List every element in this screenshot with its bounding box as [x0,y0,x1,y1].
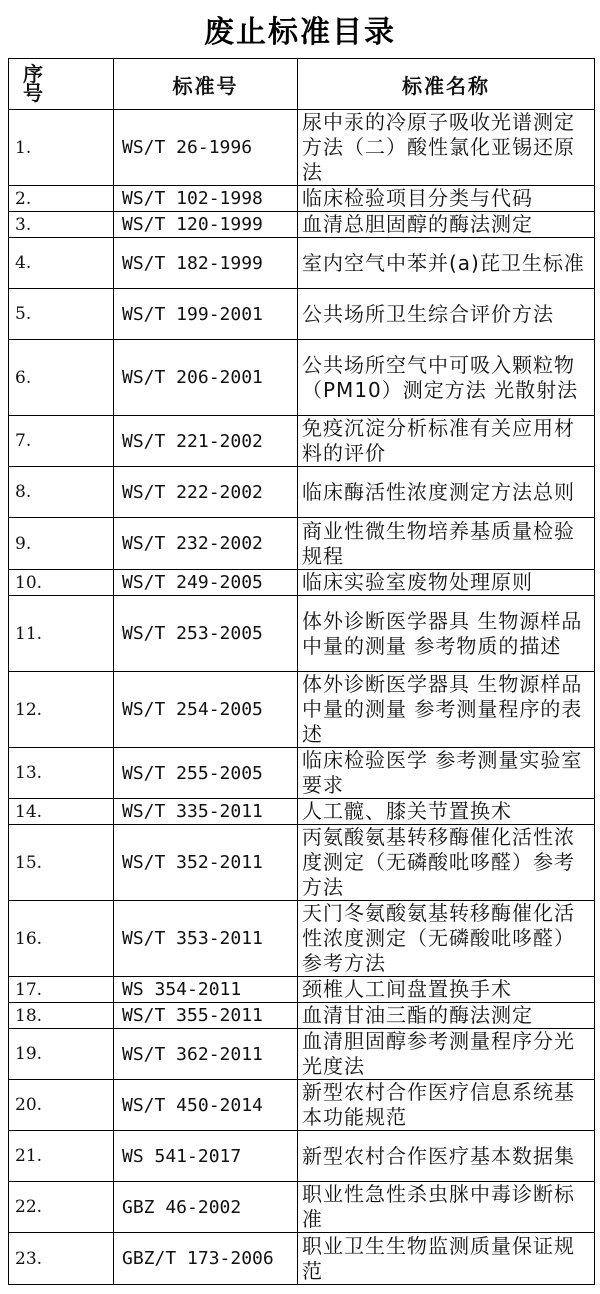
row-standard-code: WS/T 120-1999 [114,212,298,238]
row-number: 7. [9,416,114,467]
row-standard-name: 血清甘油三酯的酶法测定 [298,1003,595,1029]
table-row [9,748,595,799]
row-number: 17. [9,977,114,1003]
row-number: 1. [9,110,114,186]
row-standard-code: WS/T 254-2005 [114,672,298,748]
table-header-row [9,59,595,110]
table-row [9,825,595,901]
row-number: 14. [9,799,114,825]
row-standard-name: 新型农村合作医疗基本数据集 [298,1131,595,1182]
row-standard-code: WS 354-2011 [114,977,298,1003]
table-row [9,416,595,467]
row-number: 15. [9,825,114,901]
standards-table [8,58,595,1285]
row-standard-code: WS/T 182-1999 [114,238,298,289]
table-row [9,596,595,672]
row-standard-name: 颈椎人工间盘置换手术 [298,977,595,1003]
table-row [9,799,595,825]
row-number: 13. [9,748,114,799]
table-row [9,110,595,186]
row-number: 11. [9,596,114,672]
row-number: 23. [9,1233,114,1285]
table-row [9,570,595,596]
table-row [9,1131,595,1182]
row-standard-name: 临床检验医学 参考测量实验室要求 [298,748,595,799]
row-standard-code: WS/T 232-2002 [114,518,298,570]
table-row [9,1029,595,1080]
row-standard-code: WS/T 221-2002 [114,416,298,467]
row-number: 19. [9,1029,114,1080]
row-number: 10. [9,570,114,596]
row-number: 12. [9,672,114,748]
row-standard-code: WS/T 355-2011 [114,1003,298,1029]
row-standard-code: WS/T 199-2001 [114,289,298,340]
table-row [9,1003,595,1029]
row-standard-code: WS/T 255-2005 [114,748,298,799]
row-standard-code: WS/T 362-2011 [114,1029,298,1080]
header-standard-name: 标准名称 [298,59,595,110]
table-row [9,672,595,748]
table-row [9,467,595,518]
row-standard-name: 临床酶活性浓度测定方法总则 [298,467,595,518]
table-row [9,289,595,340]
row-standard-code: GBZ 46-2002 [114,1182,298,1233]
row-standard-code: WS/T 450-2014 [114,1080,298,1131]
row-standard-name: 尿中汞的冷原子吸收光谱测定方法（二）酸性氯化亚锡还原法 [298,110,595,186]
row-number: 20. [9,1080,114,1131]
row-number: 3. [9,212,114,238]
row-standard-code: WS/T 335-2011 [114,799,298,825]
row-standard-name: 天门冬氨酸氨基转移酶催化活性浓度测定（无磷酸吡哆醛）参考方法 [298,901,595,977]
table-body [9,110,595,1285]
table-row [9,901,595,977]
row-standard-code: WS/T 253-2005 [114,596,298,672]
row-standard-name: 丙氨酸氨基转移酶催化活性浓度测定（无磷酸吡哆醛）参考方法 [298,825,595,901]
table-row [9,1182,595,1233]
row-number: 21. [9,1131,114,1182]
row-standard-code: WS/T 102-1998 [114,186,298,212]
row-number: 2. [9,186,114,212]
row-number: 6. [9,340,114,416]
row-standard-code: GBZ/T 173-2006 [114,1233,298,1285]
table-row [9,1080,595,1131]
table-row [9,518,595,570]
row-number: 9. [9,518,114,570]
row-number: 16. [9,901,114,977]
table-row [9,238,595,289]
table-row [9,186,595,212]
row-standard-code: WS/T 222-2002 [114,467,298,518]
row-number: 4. [9,238,114,289]
row-standard-name: 血清胆固醇参考测量程序分光光度法 [298,1029,595,1080]
row-standard-name: 临床检验项目分类与代码 [298,186,595,212]
row-standard-name: 体外诊断医学器具 生物源样品中量的测量 参考物质的描述 [298,596,595,672]
table-row [9,212,595,238]
row-standard-code: WS/T 206-2001 [114,340,298,416]
row-standard-code: WS/T 353-2011 [114,901,298,977]
row-standard-name: 新型农村合作医疗信息系统基本功能规范 [298,1080,595,1131]
row-number: 5. [9,289,114,340]
header-serial-number [9,59,114,110]
row-standard-name: 商业性微生物培养基质量检验规程 [298,518,595,570]
table-row [9,340,595,416]
row-standard-name: 公共场所卫生综合评价方法 [298,289,595,340]
row-number: 18. [9,1003,114,1029]
row-number: 22. [9,1182,114,1233]
row-standard-name: 临床实验室废物处理原则 [298,570,595,596]
row-standard-code: WS/T 26-1996 [114,110,298,186]
header-standard-code: 标准号 [114,59,298,110]
page-title: 废止标准目录 [204,15,396,50]
row-standard-name: 免疫沉淀分析标准有关应用材料的评价 [298,416,595,467]
row-standard-name: 室内空气中苯并(a)芘卫生标准 [298,238,595,289]
row-standard-name: 职业卫生生物监测质量保证规范 [298,1233,595,1285]
row-standard-name: 公共场所空气中可吸入颗粒物（PM10）测定方法 光散射法 [298,340,595,416]
row-standard-code: WS/T 249-2005 [114,570,298,596]
row-standard-name: 职业性急性杀虫脒中毒诊断标准 [298,1182,595,1233]
table-row [9,977,595,1003]
table-row [9,1233,595,1285]
row-standard-name: 人工髋、膝关节置换术 [298,799,595,825]
header-serial-number-label: 序号 [23,62,45,105]
row-standard-name: 血清总胆固醇的酶法测定 [298,212,595,238]
row-standard-code: WS/T 352-2011 [114,825,298,901]
row-number: 8. [9,467,114,518]
row-standard-code: WS 541-2017 [114,1131,298,1182]
row-standard-name: 体外诊断医学器具 生物源样品中量的测量 参考测量程序的表述 [298,672,595,748]
